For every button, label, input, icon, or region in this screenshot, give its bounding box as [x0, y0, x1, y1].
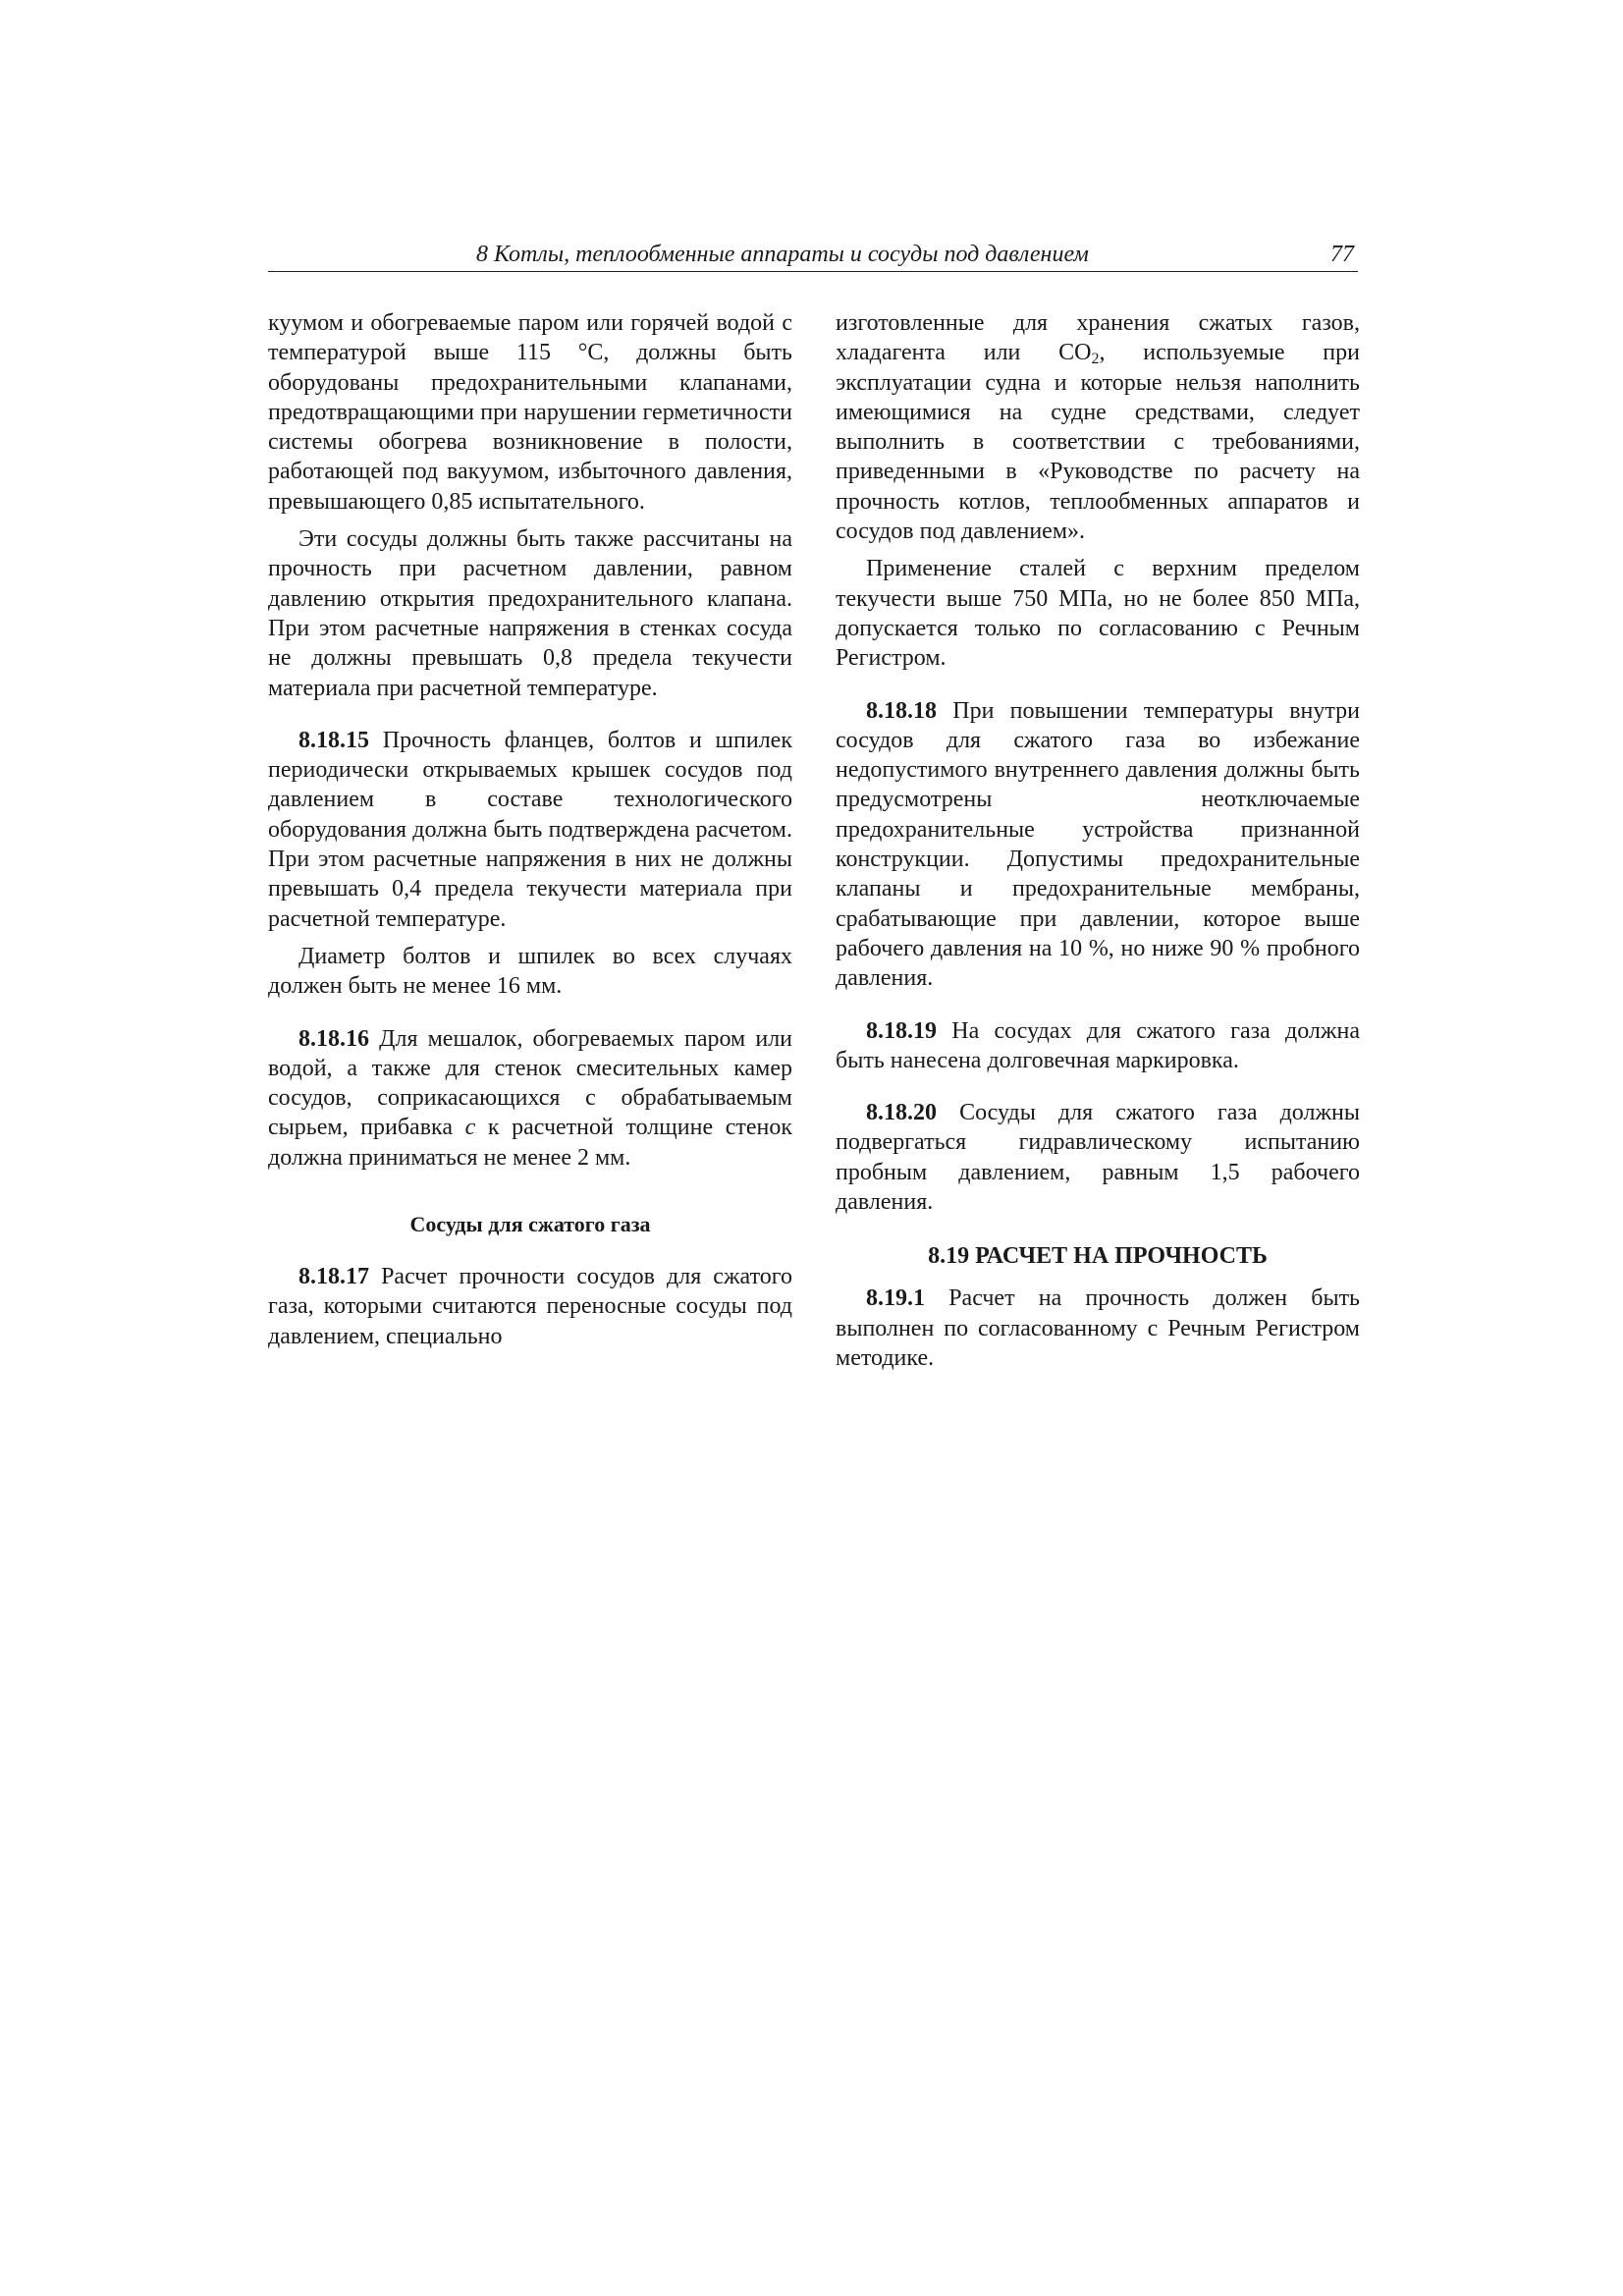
clause-text: На сосудах для сжатого газа должна быть нанесена долговечная маркировка. [836, 1017, 1360, 1073]
paragraph-text: Применение сталей с верхним пределом текучести выше 750 МПа, но не более 850 МПа, допускается только по согласованию с Речным Регистром. [836, 556, 1360, 672]
paragraph [268, 942, 792, 1002]
paragraph [268, 524, 792, 703]
clause-8-18-19 [836, 1016, 1360, 1076]
clause-8-18-18 [836, 696, 1360, 994]
clause-8-18-17 [268, 1262, 792, 1351]
clause-8-18-15 [268, 726, 792, 934]
clause-number: 8.18.18 [866, 697, 937, 724]
paragraph [268, 308, 792, 517]
clause-number: 8.19.1 [866, 1285, 925, 1312]
clause-text: Прочность фланцев, болтов и шпилек периодически открываемых крышек сосудов под давлением в составе технологического оборудования должна быть подтверждена расчетом. При этом расчетные напряжения в них не должны превышать 0,4 предела текучести материала при расчетной температуре. [268, 727, 792, 932]
clause-number: 8.18.16 [298, 1025, 369, 1052]
page-number: 77 [1330, 242, 1354, 267]
paragraph-text: , используемые при эксплуатации судна и которые нельзя наполнить имеющимися на судне средствами, следует выполнить в соответствии с требованиями, приведенными в «Руководстве по расчету на прочность котлов, теплообменных аппаратов и сосудов под давлением». [836, 340, 1360, 545]
left-column [268, 308, 792, 1351]
right-column [836, 308, 1360, 1373]
paragraph [836, 554, 1360, 673]
paragraph-text: изготовленные для хранения сжатых газов, хладагента или CO [836, 310, 1360, 366]
symbol-c: c [464, 1115, 476, 1141]
clause-text: Для мешалок, обогреваемых паром или водой, а также для стенок смесительных камер сосудов, соприкасающихся с обрабатываемым сырьем, прибавка [268, 1025, 793, 1141]
clause-text: Расчет прочности сосудов для сжатого газа, которыми считаются переносные сосуды под давлением, специально [268, 1264, 792, 1349]
clause-8-18-16 [268, 1024, 792, 1173]
subscript: 2 [1091, 351, 1100, 368]
clause-text: Расчет на прочность должен быть выполнен по согласованному с Речным Регистром методике. [836, 1285, 1361, 1371]
clause-text: к расчетной толщине стенок должна приниматься не менее 2 мм. [268, 1115, 793, 1171]
paragraph-text: Диаметр болтов и шпилек во всех случаях должен быть не менее 16 мм. [268, 943, 792, 1000]
clause-8-18-20 [836, 1098, 1360, 1217]
clause-number: 8.18.20 [866, 1100, 937, 1126]
paragraph-text: Эти сосуды должны быть также рассчитаны на прочность при расчетном давлении, равном давлению открытия предохранительного клапана. При этом расчетные напряжения в стенках сосуда не должны превышать 0,8 предела текучести материала при расчетной температуре. [268, 526, 792, 701]
clause-number: 8.18.15 [298, 727, 369, 753]
paragraph-text: куумом и обогреваемые паром или горячей водой с температурой выше 115 °С, должны быть оборудованы предохранительными клапанами, предотвращающими при нарушении герметичности системы обогрева возникновение в полости, работающей под вакуумом, избыточного давления, превышающего 0,85 испытательного. [268, 310, 792, 515]
chapter-title: 8 Котлы, теплообменные аппараты и сосуды под давлением [476, 242, 1089, 267]
clause-text: При повышении температуры внутри сосудов для сжатого газа во избежание недопустимого внутреннего давления должны быть предусмотрены неотключаемые предохранительные устройства признанной конструкции. Допустимы предохранительные клапаны и предохранительные мембраны, срабатывающие при давлении, которое выше рабочего давления на 10 %, но ниже 90 % пробного давления. [836, 697, 1361, 992]
subheading: Сосуды для сжатого газа [409, 1212, 651, 1237]
clause-text: Сосуды для сжатого газа должны подвергаться гидравлическому испытанию пробным давлением, равным 1,5 рабочего давления. [836, 1100, 1361, 1216]
running-header [268, 240, 1358, 272]
clause-number: 8.18.17 [298, 1264, 369, 1290]
clause-number: 8.18.19 [866, 1017, 937, 1044]
paragraph [836, 308, 1360, 546]
clause-8-19-1 [836, 1284, 1360, 1373]
section-title: 8.19 РАСЧЕТ НА ПРОЧНОСТЬ [928, 1243, 1268, 1270]
